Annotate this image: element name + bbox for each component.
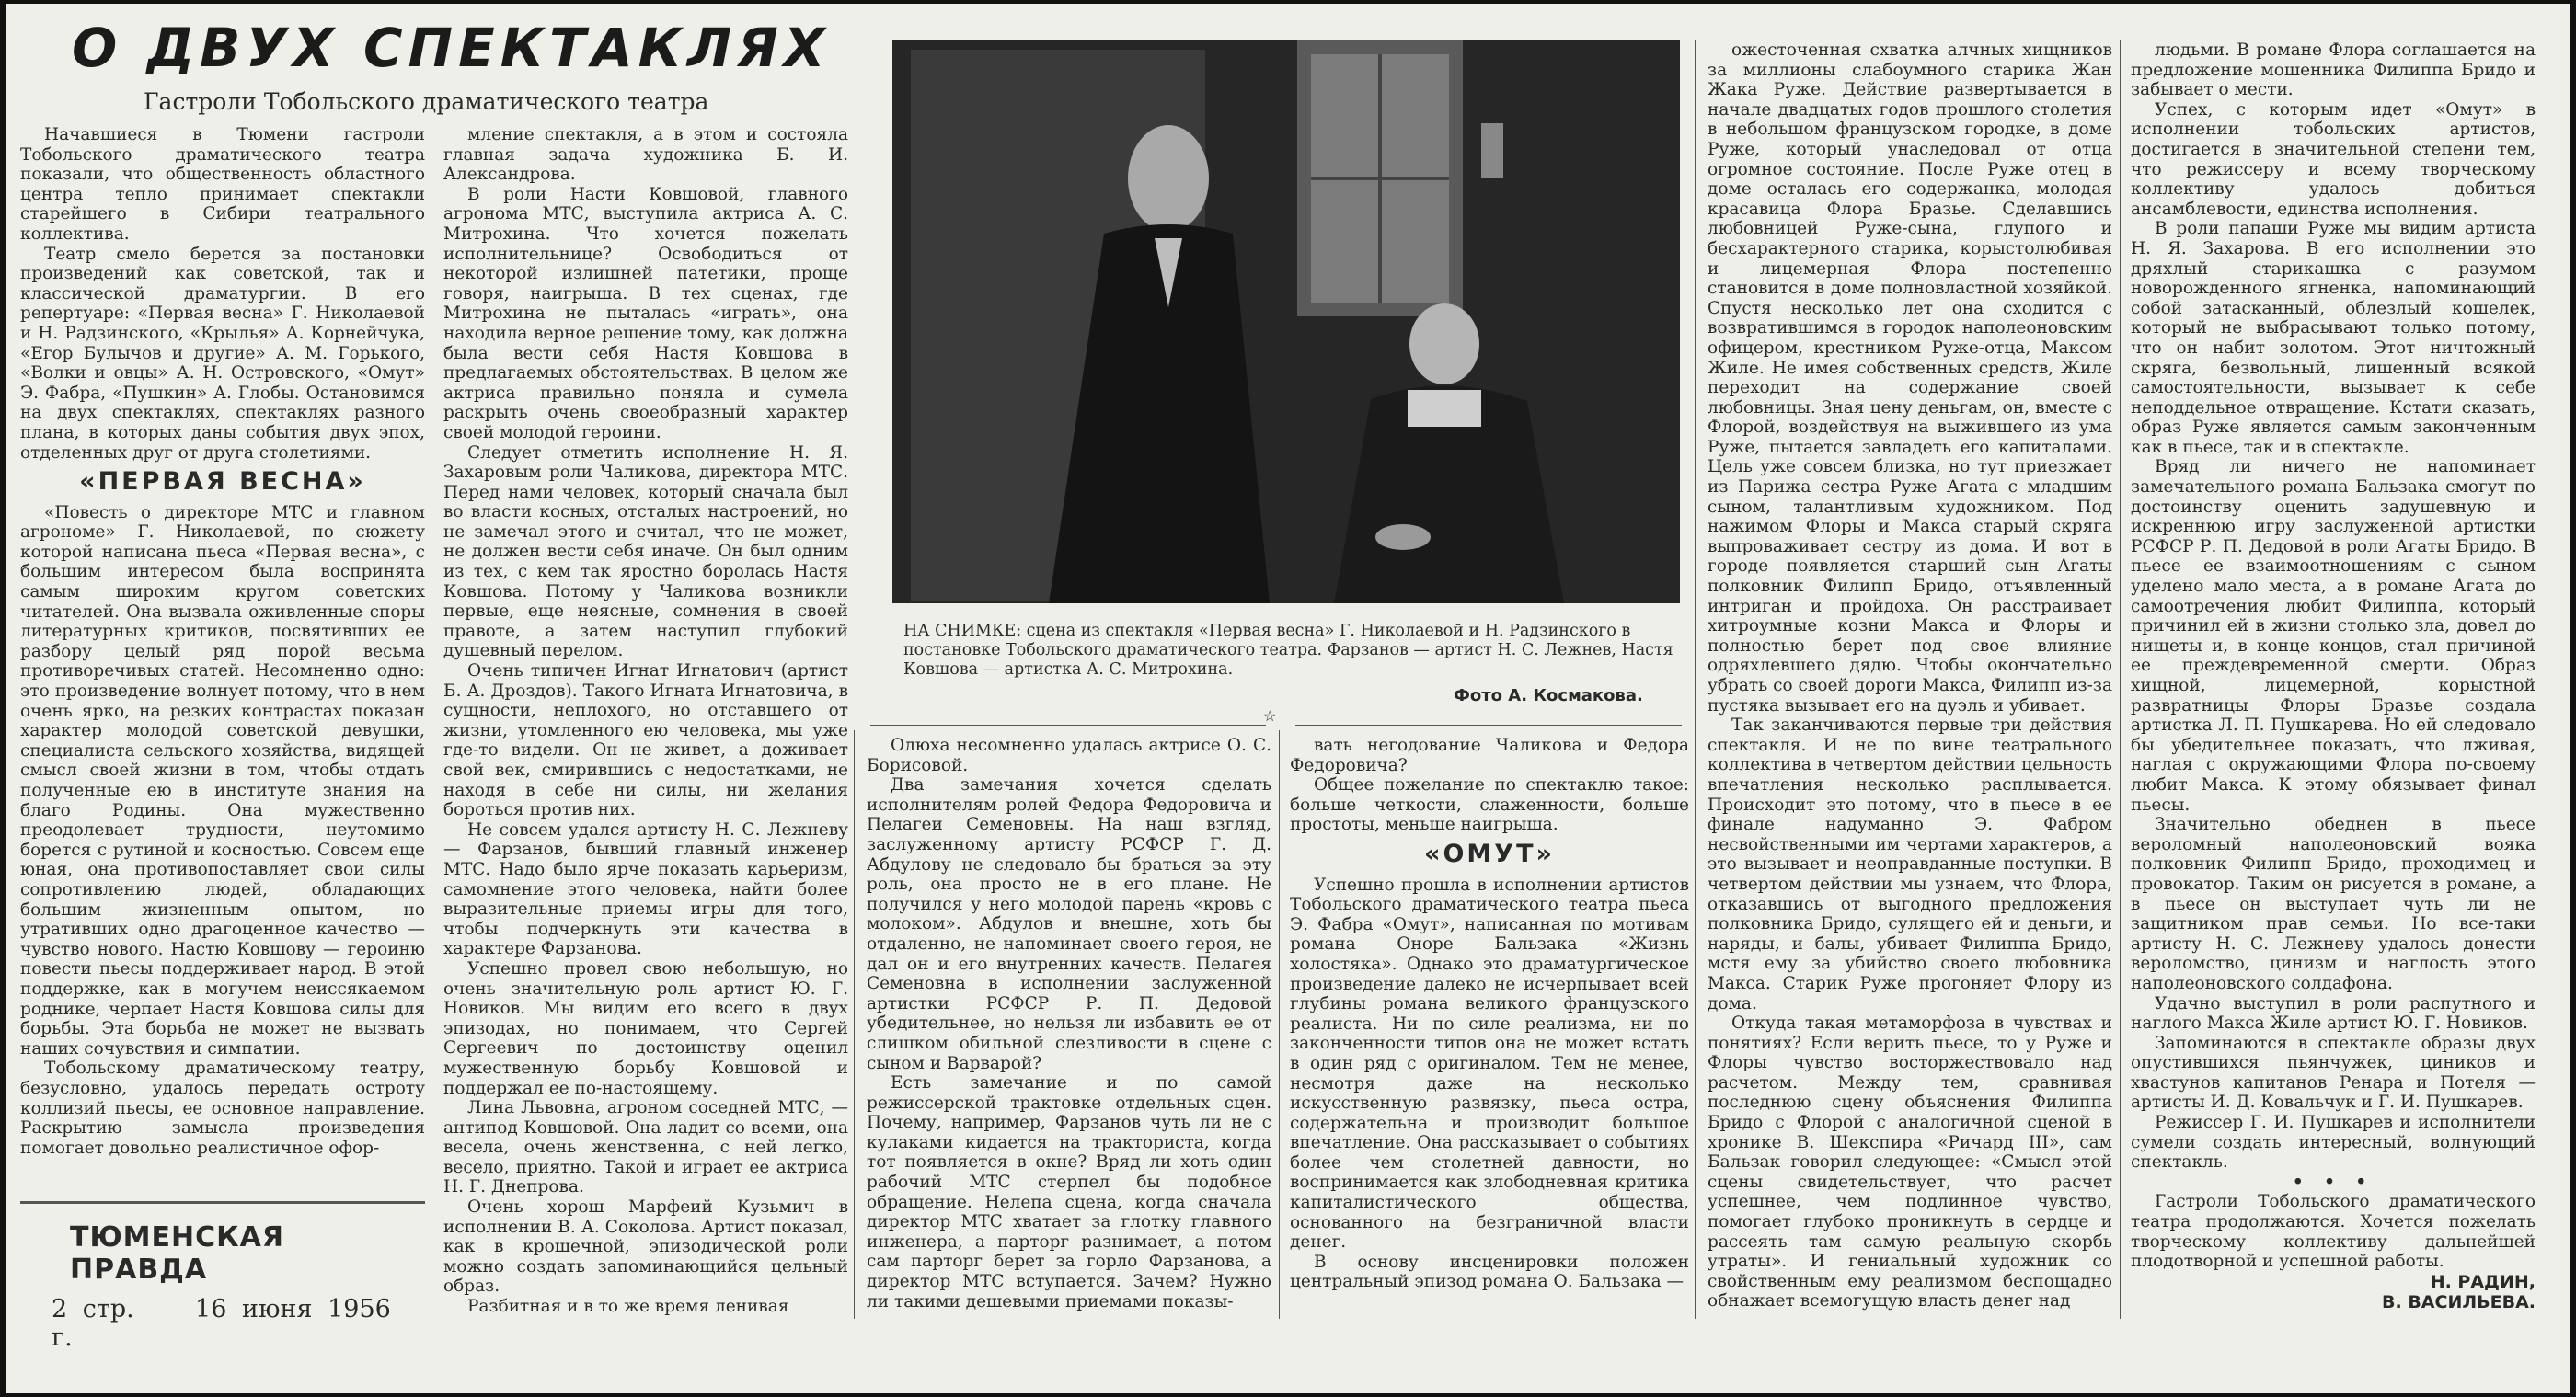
paragraph: Олюха несомненно удалась актрисе О. С. Борисовой. (867, 736, 1271, 775)
paragraph: вать негодование Чаликова и Федора Федоровича? (1290, 736, 1689, 775)
star-ornament: ☆ (1263, 707, 1277, 725)
photo-caption: НА СНИМКЕ: сцена из спектакля «Первая весна» Г. Николаевой и Н. Радзинского в постановке Тобольского драматического театра. Фарзанов — артист Н. С. Лежнев, Настя Ковшова — артистка А. С. Митрохина. (903, 622, 1673, 679)
photo-credit: Фото А. Космакова. (1454, 686, 1643, 705)
column-divider (2120, 40, 2121, 1319)
stage-photo-illustration (892, 40, 1680, 603)
column-6 (2131, 40, 2536, 1328)
paragraph: Следует отметить исполнение Н. Я. Захаровым роли Чаликова, директора МТС. Перед нами человек, который сначала был во власти косных, отсталых настроений, но не замечал этого и считал, что не может, не должен вести себя иначе. Он был одним из тех, с кем так яростно боролась Настя Ковшова. Потому у Чаликова возникли первые, еще неясные, сомнения в своей правоте, а затем наступил глубокий душевный перелом. (443, 442, 848, 661)
paragraph: В роли папаши Руже мы видим артиста Н. Я. Захарова. В его исполнении это дряхлый старикашка с разумом новорожденного ягненка, напоминающий собой затасканный, облезлый кошелек, который не выбрасывают только потому, что он набит золотом. Этот ничтожный скряга, безвольный, лишенный всякой самостоятельности, вызывает к себе неподдельное отвращение. Кстати сказать, образ Руже является самым законченным как в пьесе, так и в спектакле. (2131, 219, 2536, 457)
page-number: 2 стр. (52, 1295, 134, 1323)
issue-info (52, 1295, 425, 1352)
paragraph: Очень хорош Марфеий Кузьмич в исполнении В. А. Соколова. Артист показал, как в крошечной, эпизодической роли можно создать запоминающийся цельный образ. (443, 1197, 848, 1297)
column-4 (1290, 736, 1689, 1324)
paragraph: Удачно выступил в роли распутного и наглого Макса Жиле артист Ю. Г. Новиков. (2131, 993, 2536, 1034)
paragraph: Лина Львовна, агроном соседней МТС, —антипод Ковшовой. Она ладит со всеми, она весела, очень женственна, с ней легко, весело, приятно. Такой и играет ее актриса Н. Г. Днепрова. (443, 1098, 848, 1197)
paragraph: Откуда такая метаморфоза в чувствах и понятиях? Если верить пьесе, то у Руже и Флоры чувство восторжествовало над расчетом. Между тем, сравнивая последнюю сцену объяснения Филиппа Бридо с Флорой с аналогичной сценой в хронике В. Шекспира «Ричард III», сам Бальзак говорил следующее: «Смысл этой сцены свидетельствует, что расчет успешнее, чем подлинное чувство, помогает глубоко проникнуть в сердце и рассеять там самую реальную скорбь утраты». И гениальный художник со свойственным ему реализмом беспощадно обнажает всемогущую власть денег над (1708, 1013, 2112, 1311)
paragraph: Успешно прошла в исполнении артистов Тобольского драматического театра пьеса Э. Фабра «Омут», написанная по мотивам романа Оноре Бальзака «Жизнь холостяка». Однако это драматургическое произведение далеко не исчерпывает всей глубины романа великого французского реалиста. Ни по силе реализма, ни по законченности типов она не может встать в один ряд с оригиналом. Тем не менее, несмотря даже на несколько искусственную развязку, пьеса остра, содержательна и производит большое впечатление. Она рассказывает о событиях более чем столетней давности, но воспринимается как злободневная критика капиталистического общества, основанного на безграничной власти денег. (1290, 875, 1689, 1253)
article-subtitle: Гастроли Тобольского драматического театра (144, 88, 709, 115)
paragraph: Не совсем удался артисту Н. С. Лежневу — Фарзанов, бывший главный инженер МТС. Надо было ярче показать карьеризм, самомнение этого человека, найти более выразительные приемы игры для того, чтобы подчеркнуть эти качества в характере Фарзанова. (443, 819, 848, 959)
paragraph: Разбитная и в то же время ленивая (467, 1297, 789, 1317)
paragraph: Успешно провел свою небольшую, но очень значительную роль артист Ю. Г. Новиков. Мы видим его всего в двух эпизодах, но понимаем, что Сергей Сергеевич по достоинству оценил мужественную борьбу Ковшовой и поддержал ее по-настоящему. (443, 958, 848, 1098)
section-heading-pervaya-vesna: «ПЕРВАЯ ВЕСНА» (79, 467, 366, 497)
author-signature-2: В. ВАСИЛЬЕВА. (2382, 1291, 2536, 1312)
paragraph: Успех, с которым идет «Омут» в исполнении тобольских артистов, достигается в значительной степени тем, что режиссеру и всему творческому коллективу удалось добиться ансамблевости, единства исполнения. (2131, 99, 2536, 219)
stage-photo (892, 40, 1680, 603)
paragraph: В основу инсценировки положен центральный эпизод романа О. Бальзака — (1290, 1252, 1689, 1292)
paragraph: Режиссер Г. И. Пушкарев и исполнители сумели создать интересный, волнующий спектакль. (2131, 1113, 2536, 1173)
section-heading-omut: «ОМУТ» (1424, 839, 1555, 868)
paragraph: «Повесть о директоре МТС и главном агрономе» Г. Николаевой, по сюжету которой написана пьеса «Первая весна», с большим интересом была воспринята самым широким кругом советских читателей. Она вызвала оживленные споры литературных критиков, посвятивших ее разбору целый ряд порой весьма противоречивых статей. Несомненно одно: это произведение волнует потому, что в нем очень ярко, на резких контрастах показан характер молодой советской девушки, специалиста сельского хозяйства, видящей смысл своей жизни в том, чтобы отдать полученные ею в институте знания на благо Родины. Она мужественно преодолевает трудности, неутомимо борется с рутиной и косностью. Совсем еще юная, она противопоставляет свои силы сопротивлению людей, обладающих большим жизненным опытом, но утративших одно драгоценное качество — чувство нового. Настю Ковшову — героиню повести пьесы поддерживает народ. В этой поддержке, как в могучем неиссякаемом роднике, черпает Настя Ковшова силы для борьбы. Эта борьба не может не вызвать наших сочувствия и симпатии. (20, 502, 425, 1059)
section-rule (1295, 725, 1682, 726)
paragraph: Так заканчиваются первые три действия спектакля. И не по вине театрального коллектива в четвертом действии цельность впечатления несколько расплывается. Происходит это потому, что в пьесе в ее финале надуманно Э. Фабром несвойственными им чертами характеров, а это вызывает и неоправданные поступки. В четвертом действии мы узнаем, что Флора, отказавшись от выгодного предложения полковника Бридо, сулящего ей и деньги, и наряды, и балы, убивает Филиппа Бридо, мстя ему за убийство своего любовника Макса. Старик Руже прогоняет Флору из дома. (1708, 716, 2112, 1013)
paragraph: Два замечания хочется сделать исполнителям ролей Федора Федоровича и Пелагеи Семеновны. На наш взгляд, заслуженному артисту РСФСР Г. Д. Абдулову не следовало бы браться за эту роль, она просто не в его плане. Не получился у него молодой парень «кровь с молоком». Абдулов и внешне, хоть бы отдаленно, не напоминает своего героя, не дал он и его внутренних качеств. Пелагея Семеновна в исполнении заслуженной артистки РСФСР Р. П. Дедовой убедительнее, но нельзя ли избавить ее от слишком обильной слезливости в сцене с сыном и Варварой? (867, 775, 1271, 1073)
column-3 (867, 736, 1271, 1324)
column-divider (1695, 40, 1696, 1319)
section-dots: • • • (2292, 1172, 2375, 1192)
paragraph: людьми. В романе Флора соглашается на предложение мошенника Филиппа Бридо и забывает о мести. (2131, 40, 2536, 100)
paragraph: Есть замечание и по самой режиссерской трактовке отдельных сцен. Почему, например, Фарзанов чуть ли не с кулаками кидается на тракториста, когда тот появляется в окне? Вряд ли хоть один рабочий МТС стерпел бы подобное обращение. Нелепа сцена, когда сначала директор МТС хватает за глотку главного инженера, а парторг разнимает, а потом сам парторг берет за горло Фарзанова, а директор МТС вступается. Зачем? Нужно ли такими дешевыми приемами показы- (867, 1073, 1271, 1311)
paragraph: В роли Насти Ковшовой, главного агронома МТС, выступила актриса А. С. Митрохина. Что хочется пожелать исполнительнице? Освободиться от некоторой излишней патетики, проще говоря, наигрыша. В тех сценах, где Митрохина не пыталась «играть», она находила верное решение тому, как должна была вести себя Настя Ковшова в предлагаемых обстоятельствах. В целом же актриса правильно поняла и сумела раскрыть очень своеобразный характер своей молодой героини. (443, 184, 848, 442)
masthead (20, 1208, 425, 1352)
paragraph: Вряд ли ничего не напоминает замечательного романа Бальзака смогут по достоинству оценить задушевную и искреннюю игру заслуженной артистки РСФСР Р. П. Дедовой в роли Агаты Бридо. В пьесе ее взаимоотношениям с сыном уделено мало места, а в романе Агата до самоотречения любит Филиппа, который причинил ей в жизни столько зла, довел до нищеты и, в конце концов, стал причиной ее преждевременной смерти. Образ хищной, лицемерной, корыстной развратницы Флоры Бразье создала артистка Л. П. Пушкарева. Но ей следовало бы убедительнее показать, что лживая, наглая с окружающими Флора по-своему любит Макса. К этому обязывает финал пьесы. (2131, 457, 2536, 815)
paragraph: Значительно обеднен в пьесе вероломный наполеоновский вояка полковник Филипп Бридо, проходимец и провокатор. Таким он рисуется в романе, а в пьесе он выступает чуть ли не защитником прав семьи. Но все-таки артисту Н. С. Лежневу удалось донести вероломство, цинизм и наглость этого наполеоновского солдафона. (2131, 815, 2536, 993)
column-2 (443, 125, 848, 1321)
section-rule (870, 725, 1266, 726)
author-signature-1: Н. РАДИН, (2430, 1271, 2536, 1292)
newspaper-name: ТЮМЕНСКАЯ ПРАВДА (70, 1221, 284, 1286)
paragraph: ожесточенная схватка алчных хищников за миллионы слабоумного старика Жан Жака Руже. Действие развертывается в начале двадцатых годов прошлого столетия в небольшом французском городке, в доме Руже, который унаследовал от отца огромное состояние. После Руже отец в доме осталась его содержанка, молодая красавица Флора Бразье. Сделавшись любовницей Руже-сына, глупого и бесхарактерного старика, корыстолюбивая и лицемерная Флора постепенно становится в доме полновластной хозяйкой. Спустя несколько лет она сходится с возвратившимся в городок наполеоновским офицером, крестником Руже-отца, Максом Жиле. Не имея собственных средств, Жиле переходит на содержание своей любовницы. Зная цену деньгам, он, вместе с Флорой, воздействуя на выжившего из ума Руже, пытается завладеть его капиталами. Цель уже совсем близка, но тут приезжает из Парижа сестра Руже Агата с младшим сыном, талантливым художником. Под нажимом Флоры и Макса старый скряга выпроваживает сестру из дома. И вот в городе появляется старший сын Агаты полковник Филипп Бридо, отъявленный интриган и пройдоха. Он расстраивает хитроумные козни Макса и Флоры и полностью берет под свое влияние одряхлевшего дядю. Чтобы окончательно убрать со своей дороги Макса, Филипп из-за пустяка вызывает его на дуэль и убивает. (1708, 40, 2112, 716)
paragraph: Театр смело берется за постановки произведений как советской, так и классической драматургии. В его репертуаре: «Первая весна» Г. Николаевой и Н. Радзинского, «Крылья» А. Корнейчука, «Егор Булычов и другие» А. М. Горького, «Волки и овцы» А. Н. Островского, «Омут» Э. Фабра, «Пушкин» А. Глобы. Остановимся на двух спектаклях, спектаклях разного плана, в которых даны события двух эпох, отделенных друг от друга столетиями. (20, 244, 425, 463)
closing-paragraph: Гастроли Тобольского драматического театра продолжаются. Хочется пожелать творческому коллективу дальнейшей плодотворной и успешной работы. (2131, 1192, 2536, 1272)
newspaper-page (6, 4, 2570, 1393)
issue-date: 16 июня 1956 г. (52, 1295, 391, 1352)
paragraph: Начавшиеся в Тюмени гастроли Тобольского драматического театра показали, что общественность областного центра тепло принимает спектакли старейшего в Сибири театрального коллектива. (20, 125, 425, 244)
paragraph: Запоминаются в спектакле образы двух опустившихся пьянчужек, циников и хвастунов капитанов Ренара и Потеля — артисты И. Д. Ковальчук и Г. И. Пушкарев. (2131, 1033, 2536, 1113)
paragraph: мление спектакля, а в этом и состояла главная задача художника Б. И. Александрова. (443, 125, 848, 185)
paragraph: Очень типичен Игнат Игнатович (артист Б. А. Дроздов). Такого Игната Игнатовича, в сущности, неплохого, но отставшего от жизни, утомленного ею человека, мы уже где-то видели. Он не живет, а доживает свой век, смирившись с недостатками, не находя в себе ни силы, ни желания бороться против них. (443, 661, 848, 820)
masthead-rule (20, 1201, 425, 1204)
column-5 (1708, 40, 2112, 1324)
column-1 (20, 125, 425, 1199)
article-title: О ДВУХ СПЕКТАКЛЯХ (72, 17, 831, 79)
paragraph: Тобольскому драматическому театру, безусловно, удалось передать остроту коллизий пьесы, ее основное направление. Раскрытию замысла произведения помогает довольно реалистичное офор- (20, 1059, 425, 1158)
column-divider (854, 730, 855, 1319)
column-divider (1279, 730, 1280, 1319)
paragraph: Общее пожелание по спектаклю такое: больше четкости, слаженности, больше простоты, меньше наигрыша. (1290, 775, 1689, 835)
